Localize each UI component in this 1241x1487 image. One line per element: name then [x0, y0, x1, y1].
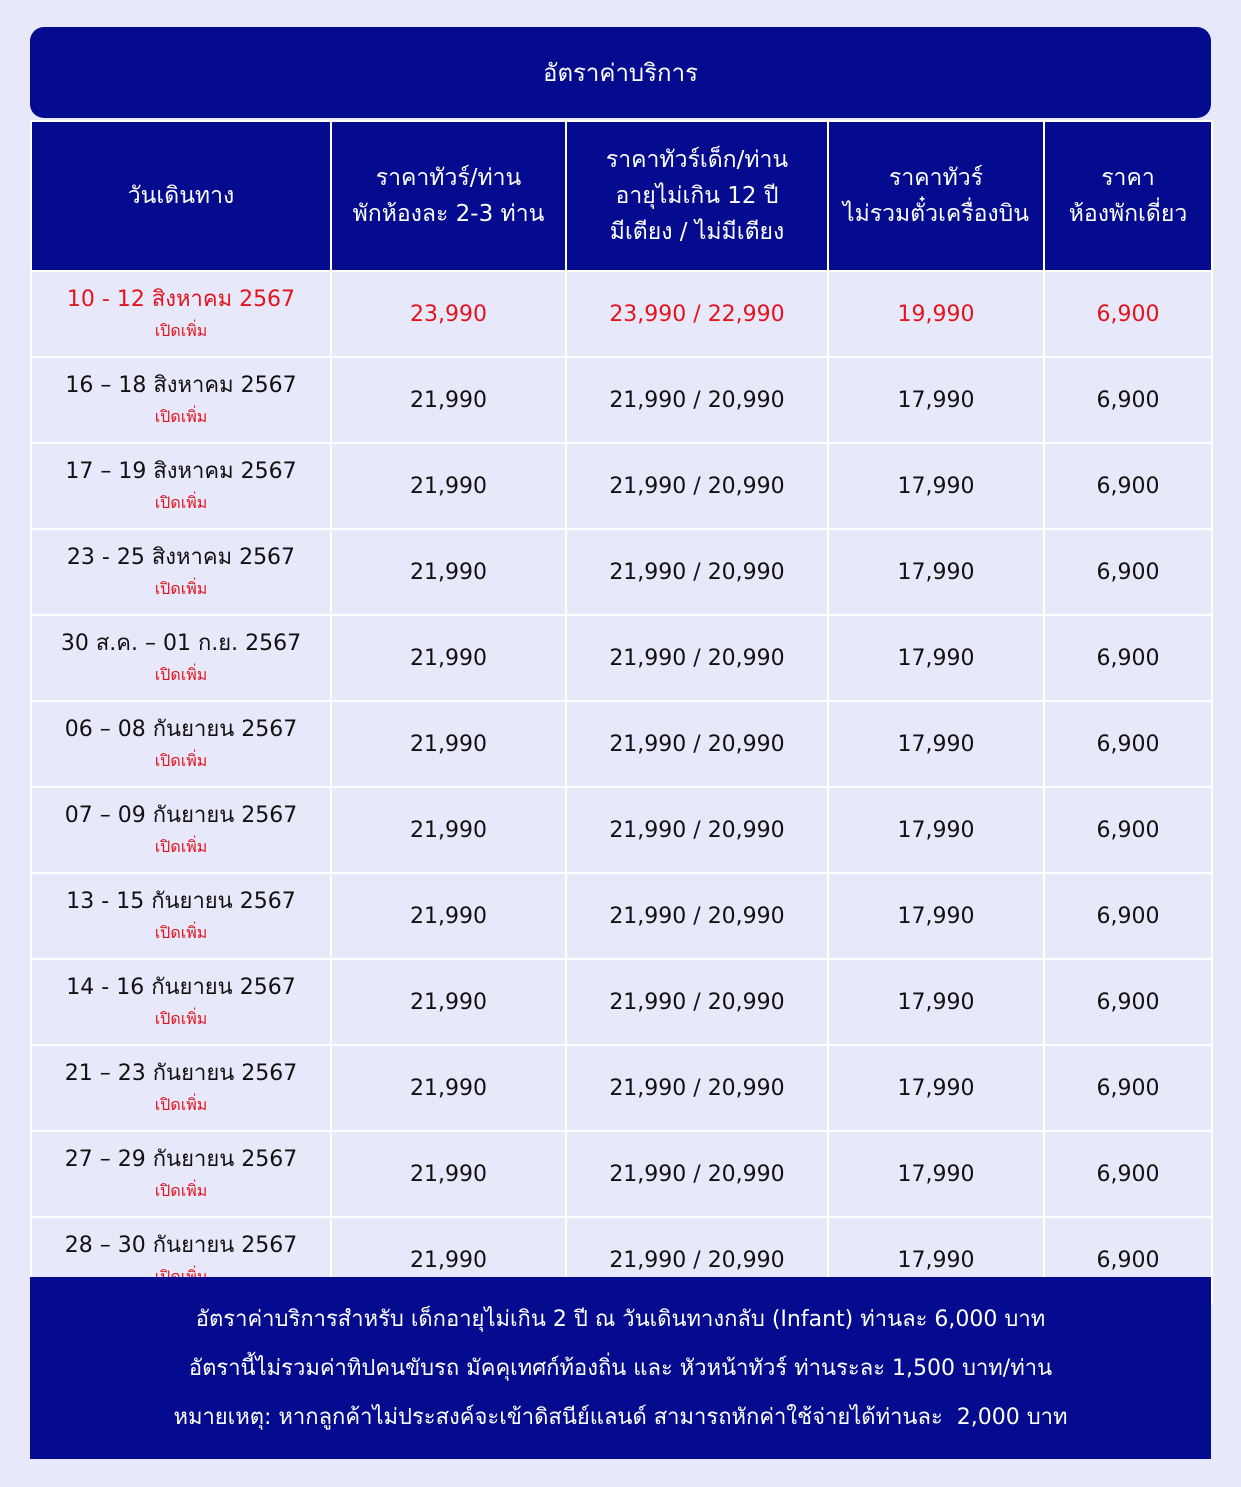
child-price: 21,990 / 20,990 [566, 443, 828, 529]
disneyland-note: หมายเหตุ: หากลูกค้าไม่ประสงค์จะเข้าดิสนีย์แลนด์ สามารถหักค่าใช้จ่ายได้ท่านละ 2,000 บาท [173, 1404, 1068, 1430]
adult-price: 21,990 [331, 443, 566, 529]
tip-note: อัตรานี้ไม่รวมค่าทิปคนขับรถ มัคคุเทศก์ท้องถิ่น และ หัวหน้าทัวร์ ท่านระละ 1,500 บาท/ท่าน [188, 1355, 1053, 1381]
table-header-row [31, 121, 1212, 271]
single-room-price: 6,900 [1044, 959, 1212, 1045]
added-badge: เปิดเพิ่ม [154, 751, 208, 770]
travel-date: 06 – 08 กันยายน 2567 [64, 717, 298, 742]
travel-date: 10 - 12 สิงหาคม 2567 [66, 287, 296, 312]
no-flight-price: 17,990 [828, 1131, 1044, 1217]
table-row [31, 1045, 1212, 1131]
adult-price: 23,990 [331, 271, 566, 357]
date-cell [31, 357, 331, 443]
table-row [31, 787, 1212, 873]
added-badge: เปิดเพิ่ม [154, 493, 208, 512]
single-room-price: 6,900 [1044, 1131, 1212, 1217]
single-room-price: 6,900 [1044, 701, 1212, 787]
no-flight-price: 17,990 [828, 959, 1044, 1045]
child-price: 21,990 / 20,990 [566, 873, 828, 959]
child-price: 21,990 / 20,990 [566, 357, 828, 443]
single-room-price: 6,900 [1044, 873, 1212, 959]
single-room-price: 6,900 [1044, 615, 1212, 701]
child-price: 21,990 / 20,990 [566, 701, 828, 787]
child-price: 21,990 / 20,990 [566, 1131, 828, 1217]
adult-price: 21,990 [331, 701, 566, 787]
date-cell [31, 873, 331, 959]
no-flight-price: 17,990 [828, 873, 1044, 959]
single-room-price: 6,900 [1044, 787, 1212, 873]
date-cell [31, 1131, 331, 1217]
adult-price: 21,990 [331, 873, 566, 959]
header-child-price: ราคาทัวร์เด็ก/ท่าน อายุไม่เกิน 12 ปี มีเตียง / ไม่มีเตียง [566, 121, 828, 271]
travel-date: 13 - 15 กันยายน 2567 [66, 889, 296, 914]
table-row [31, 701, 1212, 787]
adult-price: 21,990 [331, 787, 566, 873]
table-row [31, 271, 1212, 357]
added-badge: เปิดเพิ่ม [154, 1181, 208, 1200]
travel-date: 14 - 16 กันยายน 2567 [66, 975, 296, 1000]
single-room-price: 6,900 [1044, 1045, 1212, 1131]
single-room-price: 6,900 [1044, 443, 1212, 529]
no-flight-price: 17,990 [828, 529, 1044, 615]
table-row [31, 959, 1212, 1045]
child-price: 21,990 / 20,990 [566, 959, 828, 1045]
single-room-price: 6,900 [1044, 271, 1212, 357]
travel-date: 28 – 30 กันยายน 2567 [64, 1233, 298, 1258]
date-cell [31, 701, 331, 787]
no-flight-price: 17,990 [828, 701, 1044, 787]
adult-price: 21,990 [331, 529, 566, 615]
added-badge: เปิดเพิ่ม [154, 1009, 208, 1028]
travel-date: 30 ส.ค. – 01 ก.ย. 2567 [60, 631, 302, 656]
added-badge: เปิดเพิ่ม [154, 665, 208, 684]
adult-price: 21,990 [331, 1131, 566, 1217]
added-badge: เปิดเพิ่ม [154, 1095, 208, 1114]
single-room-price: 6,900 [1044, 1217, 1212, 1303]
price-table [30, 120, 1213, 1304]
child-price: 21,990 / 20,990 [566, 615, 828, 701]
header-no-flight-price: ราคาทัวร์ ไม่รวมตั๋วเครื่องบิน [828, 121, 1044, 271]
table-row [31, 615, 1212, 701]
child-price: 21,990 / 20,990 [566, 1217, 828, 1303]
date-cell [31, 1045, 331, 1131]
no-flight-price: 17,990 [828, 443, 1044, 529]
travel-date: 16 – 18 สิงหาคม 2567 [65, 373, 297, 398]
infant-price-note: อัตราค่าบริการสำหรับ เด็กอายุไม่เกิน 2 ปี ณ วันเดินทางกลับ (Infant) ท่านละ 6,000 บาท [195, 1306, 1046, 1332]
page-title: อัตราค่าบริการ [30, 27, 1211, 118]
travel-date: 23 - 25 สิงหาคม 2567 [66, 545, 296, 570]
added-badge: เปิดเพิ่ม [154, 837, 208, 856]
child-price: 21,990 / 20,990 [566, 1045, 828, 1131]
no-flight-price: 17,990 [828, 1217, 1044, 1303]
date-cell [31, 615, 331, 701]
added-badge: เปิดเพิ่ม [154, 579, 208, 598]
child-price: 23,990 / 22,990 [566, 271, 828, 357]
date-cell [31, 529, 331, 615]
date-cell [31, 271, 331, 357]
travel-date: 17 – 19 สิงหาคม 2567 [65, 459, 297, 484]
header-travel-date: วันเดินทาง [31, 121, 331, 271]
single-room-price: 6,900 [1044, 357, 1212, 443]
adult-price: 21,990 [331, 959, 566, 1045]
travel-date: 27 – 29 กันยายน 2567 [64, 1147, 298, 1172]
no-flight-price: 19,990 [828, 271, 1044, 357]
added-badge: เปิดเพิ่ม [154, 923, 208, 942]
adult-price: 21,990 [331, 1045, 566, 1131]
child-price: 21,990 / 20,990 [566, 529, 828, 615]
child-price: 21,990 / 20,990 [566, 787, 828, 873]
adult-price: 21,990 [331, 357, 566, 443]
table-row [31, 1131, 1212, 1217]
travel-date: 21 – 23 กันยายน 2567 [64, 1061, 298, 1086]
table-row [31, 529, 1212, 615]
no-flight-price: 17,990 [828, 357, 1044, 443]
added-badge: เปิดเพิ่ม [154, 321, 208, 340]
no-flight-price: 17,990 [828, 1045, 1044, 1131]
date-cell [31, 959, 331, 1045]
adult-price: 21,990 [331, 615, 566, 701]
table-row [31, 443, 1212, 529]
adult-price: 21,990 [331, 1217, 566, 1303]
table-row [31, 873, 1212, 959]
travel-date: 07 – 09 กันยายน 2567 [64, 803, 298, 828]
added-badge: เปิดเพิ่ม [154, 407, 208, 426]
header-single-room-price: ราคา ห้องพักเดี่ยว [1044, 121, 1212, 271]
date-cell [31, 787, 331, 873]
table-row [31, 357, 1212, 443]
single-room-price: 6,900 [1044, 529, 1212, 615]
date-cell [31, 443, 331, 529]
footer-notes [30, 1277, 1211, 1459]
no-flight-price: 17,990 [828, 615, 1044, 701]
header-adult-price: ราคาทัวร์/ท่าน พักห้องละ 2-3 ท่าน [331, 121, 566, 271]
no-flight-price: 17,990 [828, 787, 1044, 873]
